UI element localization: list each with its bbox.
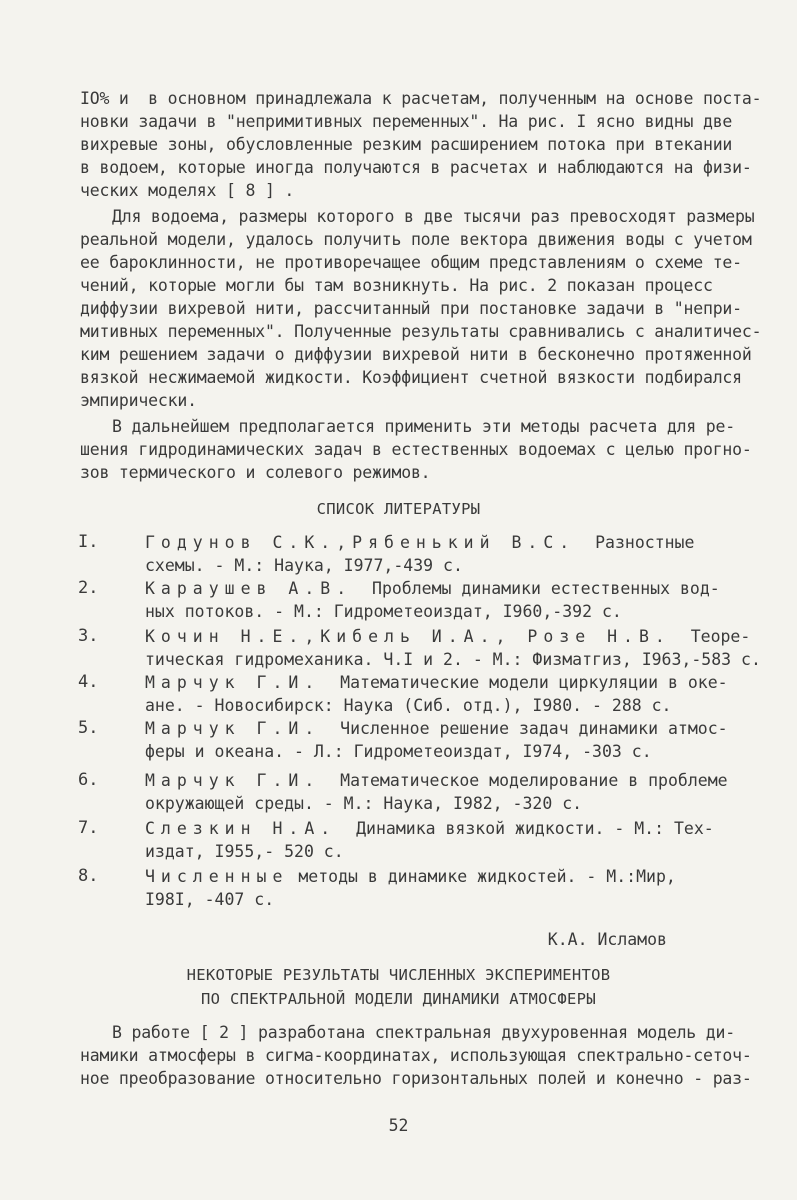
article-title-line-2: ПО СПЕКТРАЛЬНОЙ МОДЕЛИ ДИНАМИКИ АТМОСФЕРЫ (201, 990, 596, 1008)
reference-line (145, 818, 714, 840)
reference-line: издат, I955,- 520 с. (145, 842, 344, 861)
text-line: эмпирически. (80, 391, 197, 410)
reference-text: Математическое моделирование в проблеме (320, 771, 728, 790)
reference-line: феры и океана. - Л.: Гидрометеоиздат, I974, -303 с. (145, 742, 652, 761)
reference-line (145, 578, 720, 600)
reference-line (145, 672, 728, 694)
reference-line (145, 770, 728, 792)
reference-line: схемы. - М.: Наука, I977,-439 с. (145, 556, 463, 575)
text-line: новки задачи в "непримитивных переменных". На рис. I ясно видны две (80, 112, 733, 131)
reference-line: окружающей среды. - М.: Наука, I982, -320 с. (145, 794, 583, 813)
text-line: митивных переменных". Полученные результаты сравнивались с аналитичес- (80, 322, 762, 341)
reference-line (145, 718, 728, 740)
reference-author: Слезкин Н.А. (145, 819, 337, 838)
reference-number: 8. (78, 866, 99, 886)
article-title-line-1: НЕКОТОРЫЕ РЕЗУЛЬТАТЫ ЧИСЛЕННЫХ ЭКСПЕРИМЕНТОВ (186, 966, 611, 984)
reference-author: Марчук Г.И. (145, 673, 321, 692)
text-line: диффузии вихревой нити, рассчитанный при постановке задачи в "непри- (80, 299, 742, 318)
reference-number: I. (78, 532, 99, 552)
page-number: 52 (388, 1116, 409, 1135)
text-line: вихревые зоны, обусловленные резким расширением потока при втекании (80, 135, 733, 154)
reference-text: Численное решение задач динамики атмос- (320, 719, 728, 738)
reference-author: Марчук Г.И. (145, 771, 321, 790)
reference-text: Математические модели циркуляции в оке- (320, 673, 728, 692)
text-line: IO% и в основном принадлежала к расчетам, полученным на основе поста- (80, 89, 762, 108)
reference-number: 6. (78, 770, 99, 790)
bibliography-title: СПИСОК ЛИТЕРАТУРЫ (316, 500, 481, 518)
reference-line: ных потоков. - М.: Гидрометеоиздат, I960,-392 с. (145, 602, 622, 621)
reference-text: методы в динамике жидкостей. - М.:Мир, (288, 867, 676, 886)
reference-line (145, 532, 694, 554)
reference-number: 4. (78, 672, 99, 692)
reference-line: тическая гидромеханика. Ч.I и 2. - М.: Физматгиз, I963,-583 с. (145, 650, 761, 669)
reference-text: Проблемы динамики естественных вод- (352, 579, 720, 598)
text-line: шения гидродинамических задач в естественных водоемах с целью прогно- (80, 440, 752, 459)
reference-text: Разностные (575, 533, 695, 552)
reference-author: Марчук Г.И. (145, 719, 321, 738)
text-line: ее бароклинности, не противоречащее общим представлениям о схеме те- (80, 253, 742, 272)
text-line: вязкой несжимаемой жидкости. Коэффициент счетной вязкости подбирался (80, 368, 742, 387)
text-line: В дальнейшем предполагается применить эти методы расчета для ре- (112, 417, 735, 436)
reference-line: ане. - Новосибирск: Наука (Сиб. отд.), I980. - 288 с. (145, 696, 672, 715)
reference-text: Динамика вязкой жидкости. - М.: Тех- (336, 819, 714, 838)
text-line: намики атмосферы в сигма-координатах, использующая спектрально-сеточ- (80, 1046, 752, 1065)
reference-number: 5. (78, 718, 99, 738)
text-line: ное преобразование относительно горизонтальных полей и конечно - раз- (80, 1069, 752, 1088)
text-line: ким решением задачи о диффузии вихревой нити в бесконечно протяженной (80, 345, 752, 364)
text-line: зов термического и солевого режимов. (80, 463, 431, 482)
reference-line: I98I, -407 с. (145, 890, 275, 909)
text-line: чений, которые могли бы там возникнуть. На рис. 2 показан процесс (80, 276, 713, 295)
text-line: В работе [ 2 ] разработана спектральная двухуровенная модель ди- (112, 1023, 735, 1042)
text-line: в водоем, которые иногда получаются в расчетах и наблюдаются на физи- (80, 158, 752, 177)
reference-author: Годунов С.К.,Рябенький В.С. (145, 533, 576, 552)
reference-author: Караушев А.В. (145, 579, 353, 598)
text-line: ческих моделях [ 8 ] . (80, 181, 295, 200)
author-name: К.А. Исламов (547, 930, 667, 949)
reference-line (145, 626, 750, 648)
text-line: Для водоема, размеры которого в две тысячи раз превосходят размеры (112, 207, 755, 226)
reference-line (145, 866, 676, 888)
reference-number: 2. (78, 578, 99, 598)
text-line: реальной модели, удалось получить поле вектора движения воды с учетом (80, 230, 752, 249)
reference-number: 3. (78, 626, 99, 646)
reference-author: Численные (145, 867, 289, 886)
reference-text: Теоре- (670, 627, 751, 646)
reference-number: 7. (78, 818, 99, 838)
reference-author: Кочин Н.Е.,Кибель И.А., Розе Н.В. (145, 627, 671, 646)
